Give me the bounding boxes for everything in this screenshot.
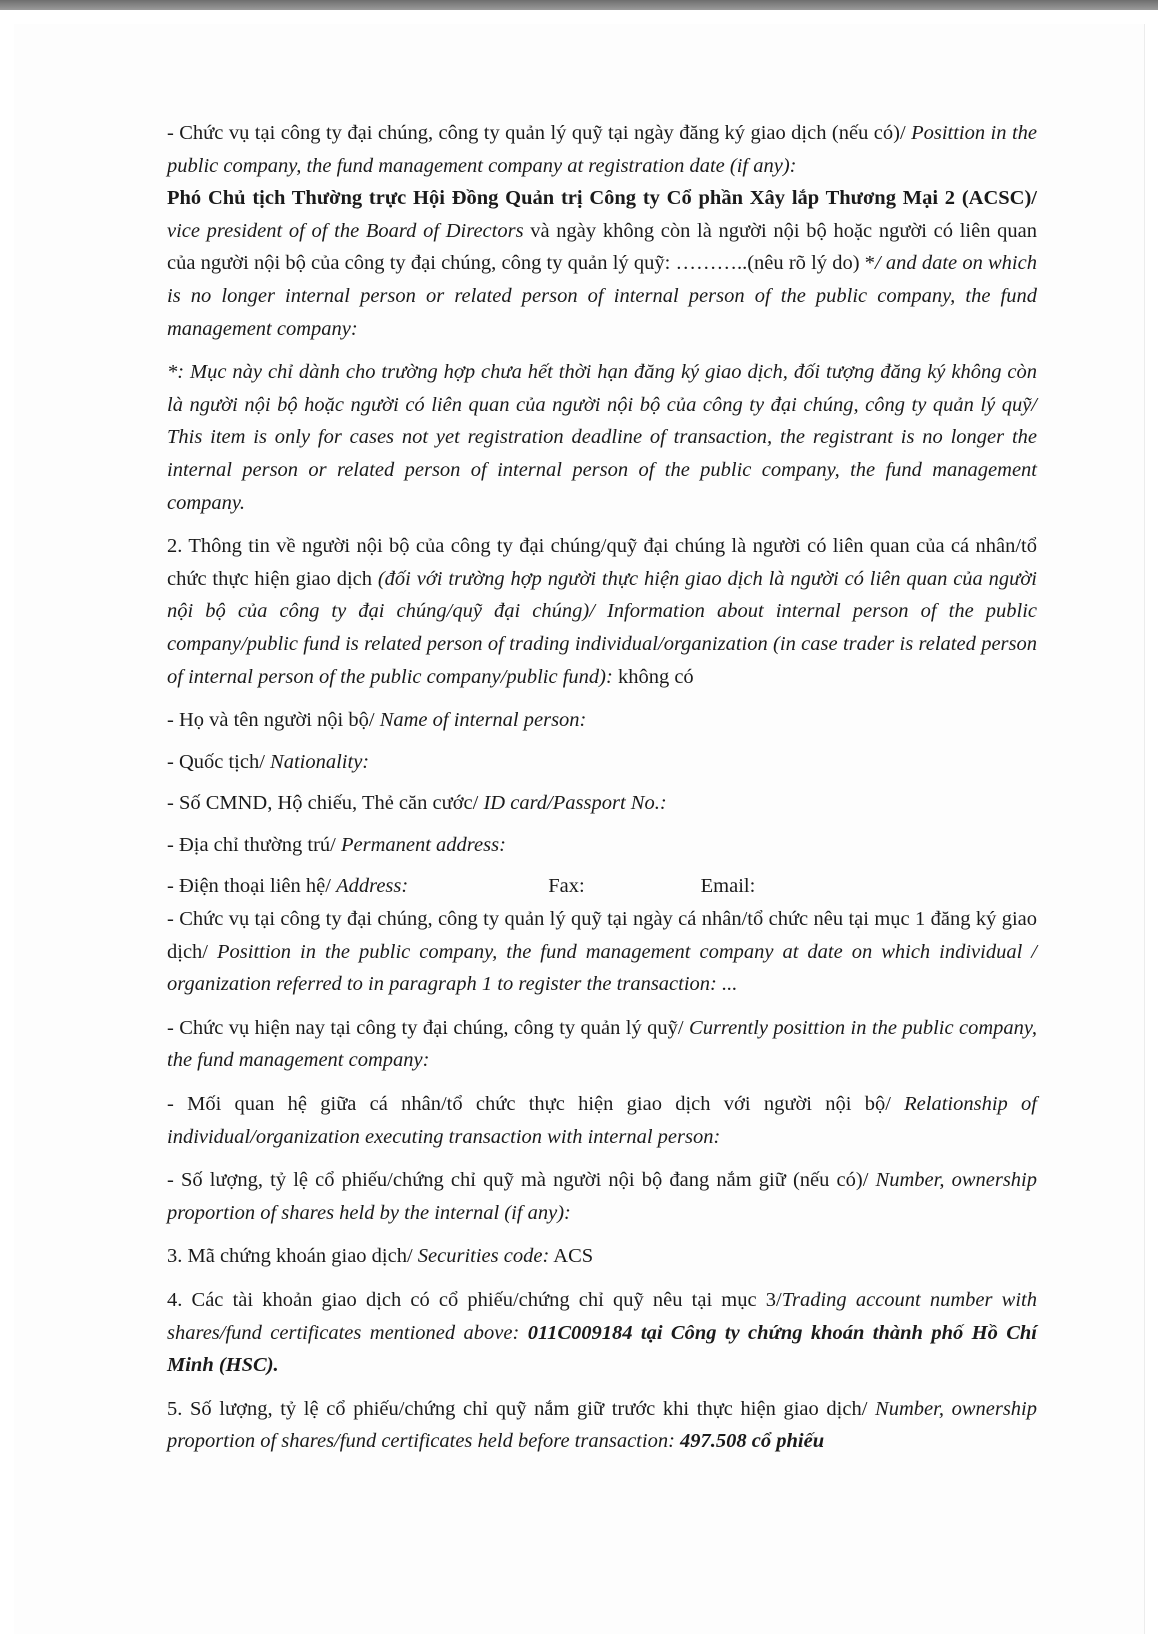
contact-phone-field: - Điện thoại liên hệ/ Address: Fax: Email: bbox=[167, 875, 756, 898]
internal-shares-held-field: - Số lượng, tỷ lệ cổ phiếu/chứng chỉ quỹ mà người nội bộ đang nắm giữ (nếu có)/ Number, ownership proportion of shares held by the internal (if any): bbox=[167, 1169, 1037, 1224]
registration-note: *: Mục này chỉ dành cho trường hợp chưa hết thời hạn đăng ký giao dịch, đối tượng đăng ký không còn là người nội bộ hoặc người có liên quan của người nội bộ của công ty đại chúng, công ty quản lý quỹ/ This item is only for cases not yet registration deadline of transaction, the registrant is no longer the internal person or related person of internal person of the public company, the fund management company. bbox=[167, 361, 1037, 514]
relationship-field: - Mối quan hệ giữa cá nhân/tổ chức thực hiện giao dịch với người nội bộ/ Relationship of individual/organization executing transaction with internal person: bbox=[167, 1093, 1037, 1148]
permanent-address-field: - Địa chỉ thường trú/ Permanent address: bbox=[167, 833, 506, 856]
position-at-transaction-date-field: - Chức vụ tại công ty đại chúng, công ty quản lý quỹ tại ngày cá nhân/tổ chức nêu tại mục 1 đăng ký giao dịch/ Posittion in the public company, the fund management company at date on which individual / organization referred to in paragraph 1 to register the transaction: ... bbox=[167, 908, 1037, 996]
position-value: Phó Chủ tịch Thường trực Hội Đồng Quản trị Công ty Cổ phần Xây lắp Thương Mại 2 (ACSC)/ bbox=[167, 187, 1037, 210]
document-body bbox=[167, 117, 1037, 1469]
section-4-trading-accounts: 4. Các tài khoản giao dịch có cổ phiếu/chứng chỉ quỹ nêu tại mục 3/Trading account number with shares/fund certificates mentioned above: 011C009184 tại Công ty chứng khoán thành phố Hồ Chí Minh (HSC). bbox=[167, 1289, 1037, 1377]
position-at-registration-paragraph: - Chức vụ tại công ty đại chúng, công ty quản lý quỹ tại ngày đăng ký giao dịch (nếu có)/ Posittion in the public company, the fund management company at registration date (if any): Phó Chủ tịch Thường trực Hội Đồng Quản trị Công ty Cổ phần Xây lắp Thương Mại 2 (ACSC)/ vice president of of the Board of Directors và ngày không còn là người nội bộ hoặc người có liên quan của người nội bộ của công ty đại chúng, công ty quản lý quỹ: ………..(nêu rõ lý do) */ and date on which is no longer internal person or related person of internal person of the public company, the fund management company: bbox=[167, 122, 1037, 340]
section-5-shares-before: 5. Số lượng, tỷ lệ cổ phiếu/chứng chỉ quỹ nắm giữ trước khi thực hiện giao dịch/ Number, ownership proportion of shares/fund certificates held before transaction: 497.508 cổ phiếu bbox=[167, 1397, 1037, 1453]
section-3-securities-code: 3. Mã chứng khoán giao dịch/ Securities code: ACS bbox=[167, 1245, 594, 1268]
scanner-top-edge bbox=[0, 0, 1158, 10]
nationality-field: - Quốc tịch/ Nationality: bbox=[167, 750, 370, 773]
fax-label: Fax: bbox=[548, 875, 585, 898]
section-2-heading: 2. Thông tin về người nội bộ của công ty đại chúng/quỹ đại chúng là người có liên quan của cá nhân/tổ chức thực hiện giao dịch (đối với trường hợp người thực hiện giao dịch là người có liên quan của người nội bộ của công ty đại chúng/quỹ đại chúng)/ Information about internal person of the public company/public fund is related person of trading individual/organization (in case trader is related person of internal person of the public company/public fund): không có bbox=[167, 535, 1037, 688]
id-card-field: - Số CMND, Hộ chiếu, Thẻ căn cước/ ID card/Passport No.: bbox=[167, 792, 667, 815]
email-label: Email: bbox=[700, 875, 756, 898]
current-position-field: - Chức vụ hiện nay tại công ty đại chúng, công ty quản lý quỹ/ Currently posittion in the public company, the fund management company: bbox=[167, 1016, 1037, 1072]
internal-person-name-field: - Họ và tên người nội bộ/ Name of internal person: bbox=[167, 709, 587, 732]
